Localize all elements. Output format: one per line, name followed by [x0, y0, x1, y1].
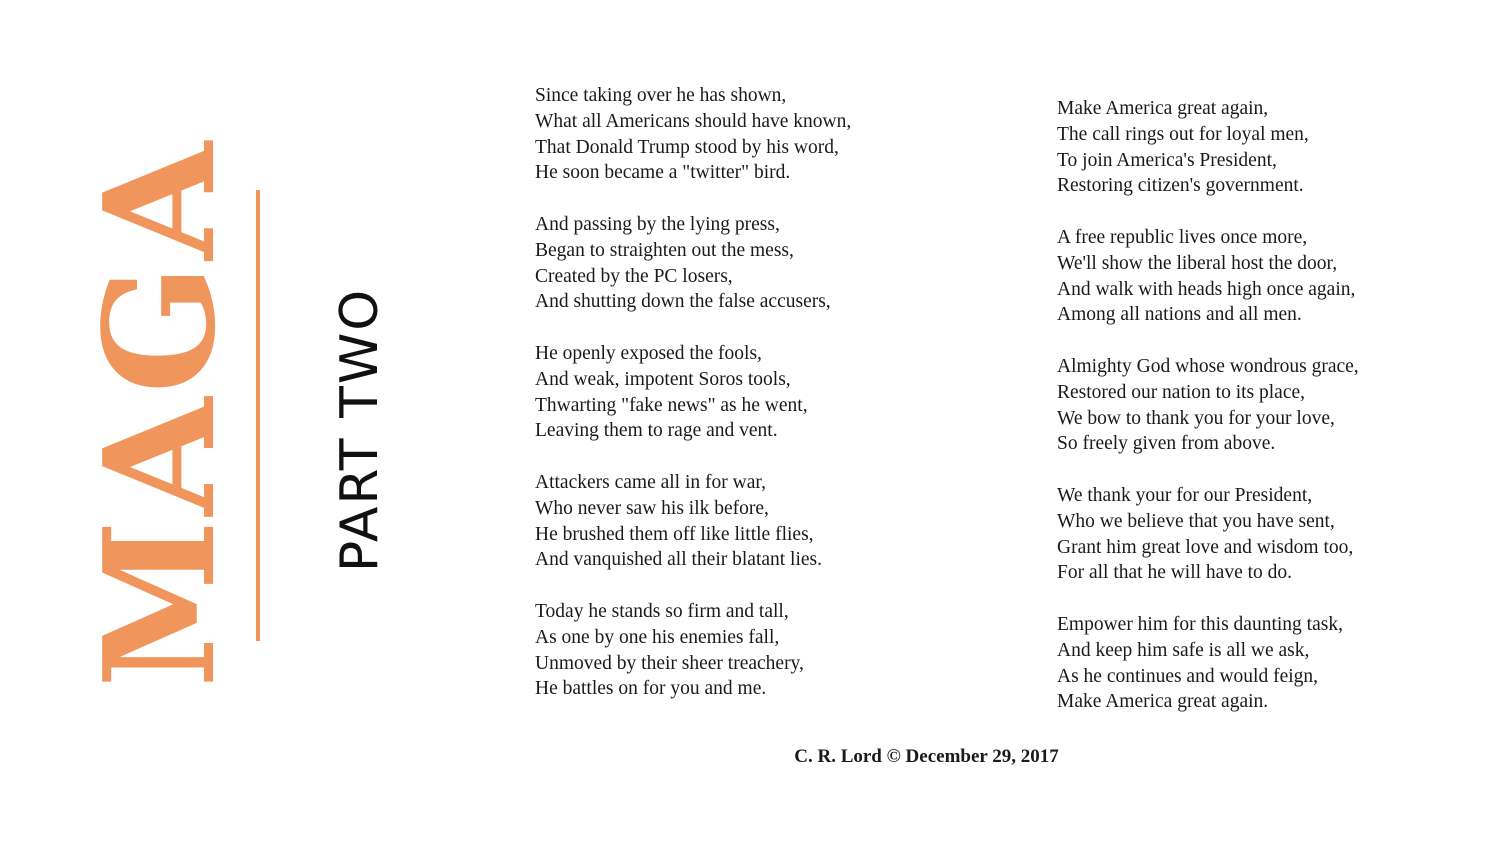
stanza: [535, 212, 1005, 315]
poem-line: Created by the PC losers,: [535, 265, 733, 287]
stanza: [1057, 225, 1487, 328]
poem-line: And vanquished all their blatant lies.: [535, 549, 823, 571]
poem-line: We'll show the liberal host the door,: [1057, 252, 1338, 274]
stanza: [535, 470, 1005, 573]
stanza: [1057, 354, 1487, 457]
poem-line: As he continues and would feign,: [1057, 665, 1319, 687]
poem-line: Restoring citizen's government.: [1057, 175, 1304, 197]
poem-line: As one by one his enemies fall,: [535, 626, 780, 648]
poem-line: Among all nations and all men.: [1057, 304, 1302, 326]
poem-line: He brushed them off like little flies,: [535, 523, 814, 545]
stanza: [535, 83, 1005, 186]
poem-line: That Donald Trump stood by his word,: [535, 136, 839, 158]
poem-line: Today he stands so firm and tall,: [535, 600, 789, 622]
stanza: [535, 599, 1005, 702]
poem-line: What all Americans should have known,: [535, 110, 852, 132]
poem-line: And keep him safe is all we ask,: [1057, 639, 1310, 661]
stanza: [1057, 483, 1487, 586]
poem-line: Who we believe that you have sent,: [1057, 510, 1335, 532]
subtitle-block: [330, 285, 390, 575]
poem-line: He battles on for you and me.: [535, 678, 767, 700]
stanza: [1057, 612, 1487, 715]
poem-line: Since taking over he has shown,: [535, 85, 787, 106]
stanza: [1057, 96, 1487, 199]
poem-line: Unmoved by their sheer treachery,: [535, 652, 804, 674]
poem-line: For all that he will have to do.: [1057, 562, 1293, 584]
poem-line: Thwarting "fake news" as he went,: [535, 394, 808, 416]
poem-line: And weak, impotent Soros tools,: [535, 368, 791, 390]
poem-line: Attackers came all in for war,: [535, 471, 766, 493]
poem-line: Leaving them to rage and vent.: [535, 420, 778, 442]
poem-line: The call rings out for loyal men,: [1057, 123, 1309, 145]
poem-line: Make America great again.: [1057, 691, 1269, 713]
poem-line: Almighty God whose wondrous grace,: [1057, 355, 1359, 377]
poem-subtitle: PART TWO: [330, 287, 390, 573]
poem-line: A free republic lives once more,: [1057, 226, 1308, 248]
poem-line: And shutting down the false accusers,: [535, 291, 831, 313]
poem-line: We thank your for our President,: [1057, 484, 1313, 506]
poem-line: Empower him for this daunting task,: [1057, 613, 1343, 635]
poem-line: Began to straighten out the mess,: [535, 239, 794, 261]
stanza: [535, 341, 1005, 444]
poem-line: He soon became a "twitter" bird.: [535, 162, 791, 184]
poem-title: MAGA: [70, 137, 249, 688]
poem-line: And walk with heads high once again,: [1057, 278, 1356, 300]
title-block: [70, 137, 249, 688]
poem-line: He openly exposed the fools,: [535, 342, 762, 364]
poem-line: Restored our nation to its place,: [1057, 381, 1306, 403]
title-divider: [256, 190, 260, 641]
poem-line: So freely given from above.: [1057, 433, 1276, 455]
poem-line: And passing by the lying press,: [535, 213, 780, 235]
poem-line: Who never saw his ilk before,: [535, 497, 769, 519]
poem-line: We bow to thank you for your love,: [1057, 407, 1335, 429]
right-poem-column: [1057, 96, 1487, 715]
left-poem-column: [535, 83, 1005, 702]
poem-line: To join America's President,: [1057, 149, 1277, 171]
poem-line: Grant him great love and wisdom too,: [1057, 536, 1354, 558]
poem-line: Make America great again,: [1057, 98, 1269, 119]
author-signature: C. R. Lord © December 29, 2017: [794, 746, 1059, 767]
